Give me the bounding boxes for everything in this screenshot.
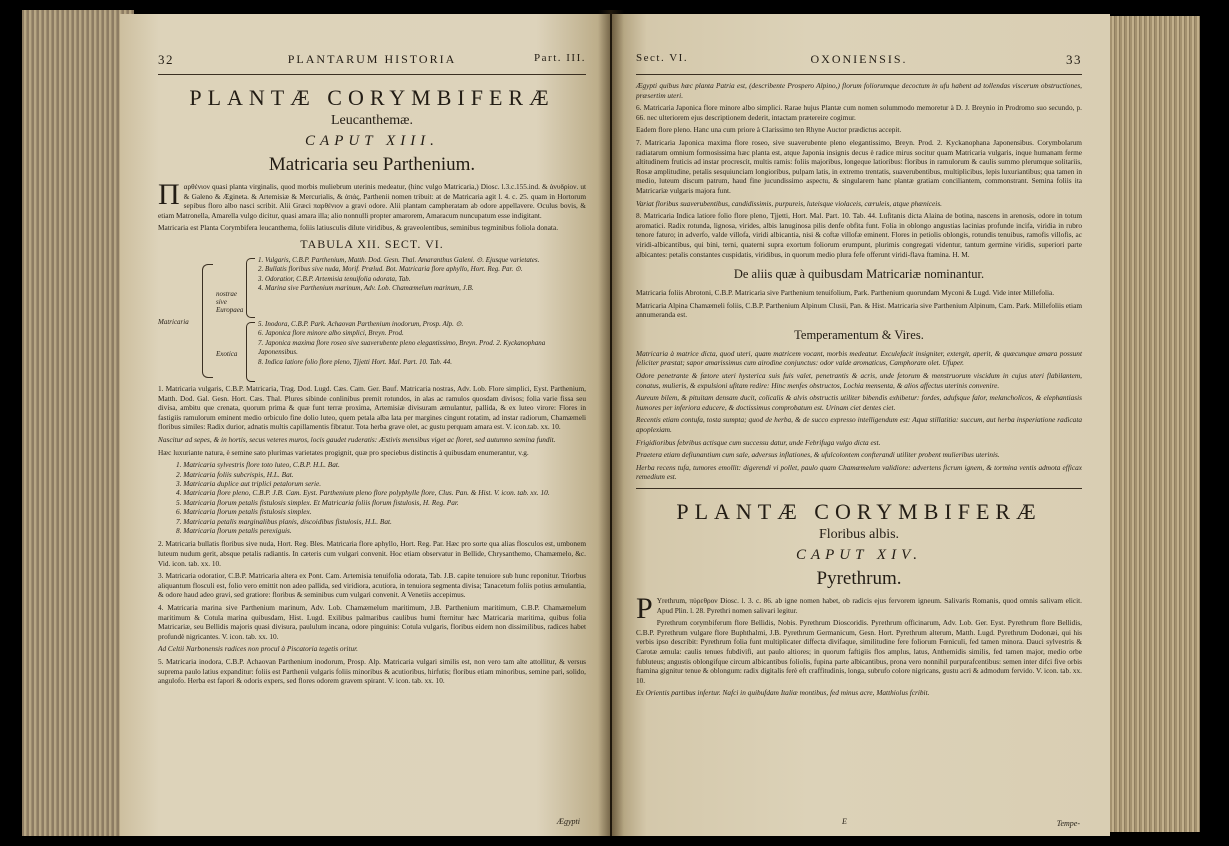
text-paragraph: Hæc luxuriante natura, è semine sato plurimas varietates progignit, quæ pro speciebus distinctis à quibusdam enumerantur, v.g.: [158, 447, 529, 457]
text-paragraph: 3. Matricaria odoratior, C.B.P. Matricaria altera ex Pont. Cam. Artemisia tenuifolia odorata, Tab. J.B. capite tenuiore sub hunc reponitur. Triorbus aliquantum flosculi est, folio vero emittit non adeo pallida, sed viridiora, acutiora, in tenuiora segmenta divisa; Tanacetum foliis potius æmulantia, & odore haud adeo gravi, sed gratiore: floribus & seminibus cum vulgari convenit. A Venetiis accepimus.: [158, 571, 586, 600]
text-paragraph: Herba recens tufa, tumores emollit: digerendi vi pollet, paulo quam Chamæmelum validiore: advertens ficrum ignem, & tormina ventis admota efficax remedium est.: [636, 462, 1082, 482]
text-paragraph: 5. Matricaria inodora, C.B.P. Achaovan Parthenium inodorum, Prosp. Alp. Matricaria vulgari similis est, non vero tam alte attollitur, & versus suprema paulo latius expanditur: foliis est Parthenii vulgaris foliis minoribus & acutioribus, hirfutis; floribus etiam minoribus, semine pari, solido, angulofo. Herba est fapori & odoris expers, sed flores odorem gravem spirant. V. icon. tab. xx. 10.: [158, 656, 586, 686]
signature-mark: E: [842, 817, 847, 826]
text-paragraph: Odore penetrante & fætore uteri hysterica suis fuis valet, penetrantis & acris, unde fetorum & menstruorum viscidum in cujus uteri flabilantem, conatus, mulieris, & expulsioni ufitam redire: Hinc menfes obstructos, Lochia mensenta, & alios affectus uterinis convenire.: [636, 371, 1082, 390]
page-number: 32: [158, 52, 174, 67]
table-group-europe: nostrae sive Europaea: [216, 289, 244, 314]
table-brace: [246, 322, 255, 382]
subsection-title: Temperamentum & Vires.: [794, 327, 924, 342]
part-label: Part. III.: [534, 52, 586, 64]
list-item: 1. Matricaria sylvestris flore toto luteo, C.B.P. H.L. Bat.: [176, 460, 340, 470]
table-list-europe: [258, 256, 586, 294]
right-page: [612, 14, 1110, 836]
text-paragraph: Nascitur ad sepes, & in hortis, secus veteres muros, locis gaudet ruderatis: Æstivis mensibus viget ac floret, sed autumno semina fundit.: [158, 434, 556, 444]
table-entry: 4. Marina sive Parthenium marinum, Adv. Lob. Chamæmelum marinum, J.B.: [258, 284, 474, 293]
table-brace: [246, 258, 255, 318]
list-item: 2. Matricaria foliis subcrispis, H.L. Bat.: [176, 469, 294, 479]
section-rule: [636, 488, 1082, 489]
chapter-title: Pyrethrum.: [816, 568, 902, 589]
list-item: 8. Matricaria florum petalis perexiguis.: [176, 525, 292, 535]
catchword: Tempe-: [1056, 819, 1080, 828]
running-head-left: [158, 48, 586, 72]
table-entry: 7. Japonica maxima flore roseo sive suaverubente pleno elegantissimo, Breyn. Prod. 2. Kyckanophana Japonensibus.: [258, 338, 546, 357]
text-paragraph: Matricaria Alpina Chamæmeli foliis, C.B.P. Parthenium Alpinum Clusii, Pan. & Hist. Matricaria sive Parthenium Alpinum, Cam. Park. Millefoliis etiam annumeranda est.: [636, 300, 1082, 320]
table-entry: 1. Vulgaris, C.B.P. Parthenium, Matth. Dod. Gesn. Thal. Amaranthus Galeni. ⊙. Ejusque varietates.: [258, 255, 540, 264]
text-paragraph: Pyrethrum corymbiferum flore Bellidis, Nobis. Pyrethrum Dioscoridis. Pyrethrum officinarum, Adv. Lob. Ger. Eyst. Pyrethrum flore Bellidis, C.B.P. Pyrethrum vulgare flore Buphthalmi, J.B. Pyrethrum Germanicum, Gesn. Hort. Pyrethrum alterum, Matth. Lugd. Pyrethrum Dodonæi, qui his verbis ipso describit: Pyrethrum folia funt multiplicater diffecta divifaque, similitudine fere foliorum Fœniculi, fed tamen minora. Dauci sylvestris & Carotæ æmula: caulis tenues fubdivifi, aut paulo altiores; in quorum faftigiis flos amplus, latus, Anthemidis similis, fed tamen major, medio orbe fubluteus; angustis oblongifque circum albicantibus foliolis, fupina parte albicantibus, prona vero nonnihil purpurafcentibus: semen inter difci five orbis ftamina gignitur tenue & oblongum: radix digitalis ferè eft craffitudinis, longa, subrufo colore nigricans, gustu acri & admodum fervido. V. icon. tab. xx. 10.: [636, 618, 1082, 685]
chapter-number: CAPUT XIII.: [305, 133, 439, 149]
intro-paragraph: P Yrethrum, πύρεθρον Diosc. l. 3. c. 86. ab igne nomen habet, ob radicis ejus fervorem igneum. Salivaris Romanis, quod omnis salivam elicit. Apud Plin. l. 28. Pyrethri nomen salivari legitur.: [636, 592, 1082, 625]
running-title: OXONIENSIS.: [810, 52, 908, 66]
page-edges-right: [1100, 16, 1200, 832]
page-number: 33: [1066, 52, 1082, 67]
text-paragraph: Ægypti quibus hæc planta Patria est, (describente Prospero Alpino,) florum foliorumque decoctum in ufu habent ad tollendas viscerum obstructiones, præsertim uteri.: [636, 81, 1082, 100]
table-group-exotic: Exotica: [216, 349, 238, 358]
list-item: 6. Matricaria florum petalis fistulosis simplex.: [176, 507, 312, 517]
list-item: 7. Matricaria petalis marginalibus planis, discoidibus fistulosis, H.L. Bat.: [176, 516, 392, 526]
text-paragraph: Matricaria foliis Abrotoni, C.B.P. Matricaria sive Parthenium tenuifolium, Park. Parthenium quorundam Myconi & Lugd. Vide inter Millefolia.: [636, 288, 1055, 298]
section-title: PLANTÆ CORYMBIFERÆ: [676, 499, 1042, 524]
table-entry: 3. Odoratior, C.B.P. Artemisia tenuifolia odorata, Tab.: [258, 274, 411, 283]
text-paragraph: Eadem flore pleno. Hanc una cum priore à Clarissimo ten Rhyne Auctor prædictus accepit.: [636, 125, 902, 135]
list-item: 5. Matricaria florum petalis fistulosis simplex. Et Matricaria foliis florum fistulosis, H. Reg. Par.: [176, 497, 459, 507]
text-paragraph: 6. Matricaria Japonica flore minore albo simplici. Rarae hujus Plantæ cum nomen solummodo memoretur à D. J. Breynio in Prodromo suo secundo, p. 66. nec ulteriorem ejus descriptionem dederit, intactam prætereire cogimur.: [636, 103, 1082, 122]
running-head-right: [636, 48, 1082, 72]
book-gutter: [598, 10, 624, 836]
table-entry: 2. Bullatis floribus sive nuda, Morif. Prælud. Bot. Matricaria flore aphyllo, Hort. Reg. Par. ⊙.: [258, 265, 523, 274]
table-entry: 5. Inodora, C.B.P. Park. Achaovan Parthenium inodorum, Prosp. Alp. ⊙.: [258, 319, 464, 328]
text-paragraph: 2. Matricaria bullatis floribus sive nuda, Hort. Reg. Bles. Matricaria flore aphyllo, Hort. Reg. Par. Hæc pro sorte qua alias flosculos est, umbonem luteum nudum gerit, absque petalis radiantis. In cæteris cum vulgari convenit. Hoc etiam observatur in Bellide, Chrysanthemo, Chamæmelo, &c. Vid. icon. tab. xx. 10.: [158, 539, 586, 568]
section-title: PLANTÆ CORYMBIFERÆ: [189, 85, 555, 110]
chapter-number: CAPUT XIV.: [795, 547, 923, 563]
text-paragraph: Aureum bilem, & pituitam densam ducit, colicalis & alvis obstructis utiliter bibendis exhibetur: fordes, adufsque falor, melancholicos, & elephantiasis humores per inferiora educere, & doctissimus comprobatum est. Urinam ciet dentes ciet.: [636, 393, 1082, 412]
intro-paragraph: Παρθένιον quasi planta virginalis, quod morbis muliebrum uterinis medeatur, (hinc vulgo Matricaria,) Diosc. l.3.c.155.ind. & ἀνυδρίον. ut & Galeno & Ægineta. & Artemisiæ & Mercurialis, & ἁπάς, Parthenii nomen tribuit: at de Matricaria agit l. 4. c. 25. quam in Hortorum sepibus floro albo nasci scribit. Alii Græci παρθένιον a gravi odore. Alii plantam campheratam ab odore appellavere. Oculus bovis, & etiam Matronella, Amarella vulgo dicitur, quasi amara illa; alio nonnulli propter amarorem, Amaracum nuncupatum esse indigitant.: [158, 178, 586, 220]
table-entry: 8. Indica latiore folio flore pleno, Tjjetti Hort. Mal. Part. 10. Tab. 44.: [258, 357, 453, 366]
definition-paragraph: Matricaria est Planta Corymbifera leucanthema, foliis latiusculis dilute viridibus, & graveolentibus, seminibus tegminibus foliola donata.: [158, 223, 559, 233]
drop-cap: Π: [158, 178, 180, 211]
text-paragraph: 4. Matricaria marina sive Parthenium marinum, Adv. Lob. Chamæmelum maritimum, J.B. Parthenium maritimum, C.B.P. Chamæmelum maritimum & Cotula marina quibusdam, Hist. Lugd. Exilibus palmaribus caulibus humi fternitur hæc Matricaria maritima, quibus folia Matricariæ, seu Bellidis majoris quasi divisura, paululum incana, odore pinguinis: Cotula vulgaris, floribus eidem non dissimilibus, radices habet profundè nigricantes. V. icon. tab. xx. 10.: [158, 602, 586, 641]
text-paragraph: Recentis etiam contufa, tosta sumpta; quod de herba, & de succo expresso intelligendum est: Aqua stillatitia: succum, aut herba insperiatione radicata apoplexiam.: [636, 415, 1082, 435]
right-column: [636, 14, 1082, 701]
list-item: 4. Matricaria flore pleno, C.B.P. J.B. Cam. Eyst. Parthenium pleno flore polyphylle flore, Clus. Pan. & Hist. V. icon. tab. xx. 10.: [176, 488, 550, 498]
table-list-exotic: [258, 320, 586, 368]
left-page: [120, 14, 610, 836]
head-rule: [158, 74, 586, 75]
catchword: Ægypti: [556, 817, 580, 826]
subsection-title: De aliis quæ à quibusdam Matricariæ nominantur.: [733, 267, 985, 282]
text-paragraph: 7. Matricaria Japonica maxima flore roseo, sive suaverubente pleno elegantissimo, Breyn. Prod. 2. Kyckanophana Japonensibus. Corymbolarum radiatarum omnium formosissima hæc planta est, atque Japonia insignis decus è radice mirus socitur quam Matricaria vulgaris, inque humanam ferme altitudinem fruticis ad instar procrescit, multis ramis: foliis majoribus, longeque latioribus: floribus in ramulorum & caulis summo plerumque solitariis, Rosæ amplitudine, petalis sesquiunciam longioribus, pulpam latis, in extremo trentatis, suaverubentibus, multiplicibus, lepis luxuriantibus; qua tamen in medio, luteum discum patrum, haud fine jucundissimo aspectu, & singularem hanc plantæ gratiam conciliantem, commonstrant. Semina foliis ita Matricariæ vulgaris majora funt.: [636, 137, 1082, 195]
table-entry: 6. Japonica flore minore albo simplici, Breyn. Prod.: [258, 329, 404, 338]
section-subtitle: Floribus albis.: [818, 527, 900, 542]
table-brace: [202, 264, 213, 378]
table-genus: Matricaria: [158, 317, 189, 326]
text-paragraph: 8. Matricaria Indica latiore folio flore pleno, Tjjetti, Hort. Mal. Part. 10. Tab. 44. Lufitanis dicta Alaina de botina, nascens in arenosis, odore in totum aromatici. Radix rotunda, lignosa, virides, albis lanuginosa pilis denfe obfita funt. Folia in oblongo angustias lacinias profunde incifa, viridia in rubro tenore faturo; in adverfo, valde villofa, viridi albicantia, nisi & coftæ villofæ eminent. Flores in petiolis oblongis, rotundis tenuibus, ramofis villofis, ac viridi-albicantibus, qui bini, terni, quaterni supra exortum foliorum erumpunt, plurimis congregati videntur, tantum germine viridis, superiori parte albicantes: petalis constantes cuspidatis, viridibus, in quorum medio plura fefe offerunt viridi-flava ftamina. H. M.: [636, 211, 1082, 259]
section-label: Sect. VI.: [636, 52, 689, 64]
text-paragraph: Variat floribus suaverubentibus, candidissimis, purpureis, luteisque violaceis, cæruleis, atque phæniceis.: [636, 198, 942, 208]
list-item: 3. Matricaria duplice aut triplici petalorum serie.: [176, 478, 322, 488]
text-paragraph: 1. Matricaria vulgaris, C.B.P. Matricaria, Trag. Dod. Lugd. Cæs. Cam. Ger. Bauf. Matricaria nostras, Adv. Lob. Flore simplici, Eyst. Parthenium, Matth. Dod. Gal. Gesn. Hort. Cæs. Thal. Plures sibinde conlinibus premit rotundos, in alas ac ramulos quosdam divisos; folia varie fissa seu divisa, ambitu que crenata, quorum prima & quæ funt terræ proxima, Artemisiæ divisuram æmulantur, pallida, & ex luteo virore: Flores in fastigiis ramulorum eminent medio orbiculo fine dolio luteo, quem petala alba lata per margines cingunt rotatim, ad instar radiorum, Chamæmeli floribus similes: Radix durior, adnatis multis capillamentis fibratur. Tota herba grave olet, ac gustu perquam amara est. V. icon.tab. xx. 10.: [158, 383, 586, 432]
text-paragraph: Ad Celtii Narbonensis radices non procul à Piscatoria tegetis oritur.: [158, 644, 358, 654]
drop-cap: P: [636, 592, 653, 625]
running-title: PLANTARUM HISTORIA: [287, 52, 457, 66]
page-edges-left: [22, 10, 134, 836]
text-paragraph: Ex Orientis partibus infertur. Nafci in quibufdam Italiæ montibus, fed minus acre, Matthiolus fcribit.: [636, 688, 930, 698]
text-paragraph: Praetera etiam defiunantium cum sale, adversus inflationes, & ufulcolontem confterandi utiliter probent mulieribus uterinis.: [636, 450, 1000, 460]
chapter-title: Matricaria seu Parthenium.: [268, 154, 476, 175]
species-table: [158, 256, 586, 384]
varieties-list: [158, 460, 586, 535]
head-rule: [636, 74, 1082, 75]
text-paragraph: Matricaria à matrice dicta, quod uteri, quam matricem vocant, morbis medeatur. Exculefacit insigniter, extergit, aperit, & quæcunque amara possunt feliciter præstat; sapor amarissimus cum airodine conjunctus: odor valde aromaticus, Camphoram olet. Ufuper.: [636, 348, 1082, 368]
left-column: [158, 14, 586, 689]
table-title: TABULA XII. SECT. VI.: [300, 236, 444, 251]
text-paragraph: Frigidioribus febribus actisque cum successu datur, unde Febrifuga vulgo dicta est.: [636, 437, 881, 447]
section-subtitle: Leucanthemæ.: [330, 113, 414, 128]
